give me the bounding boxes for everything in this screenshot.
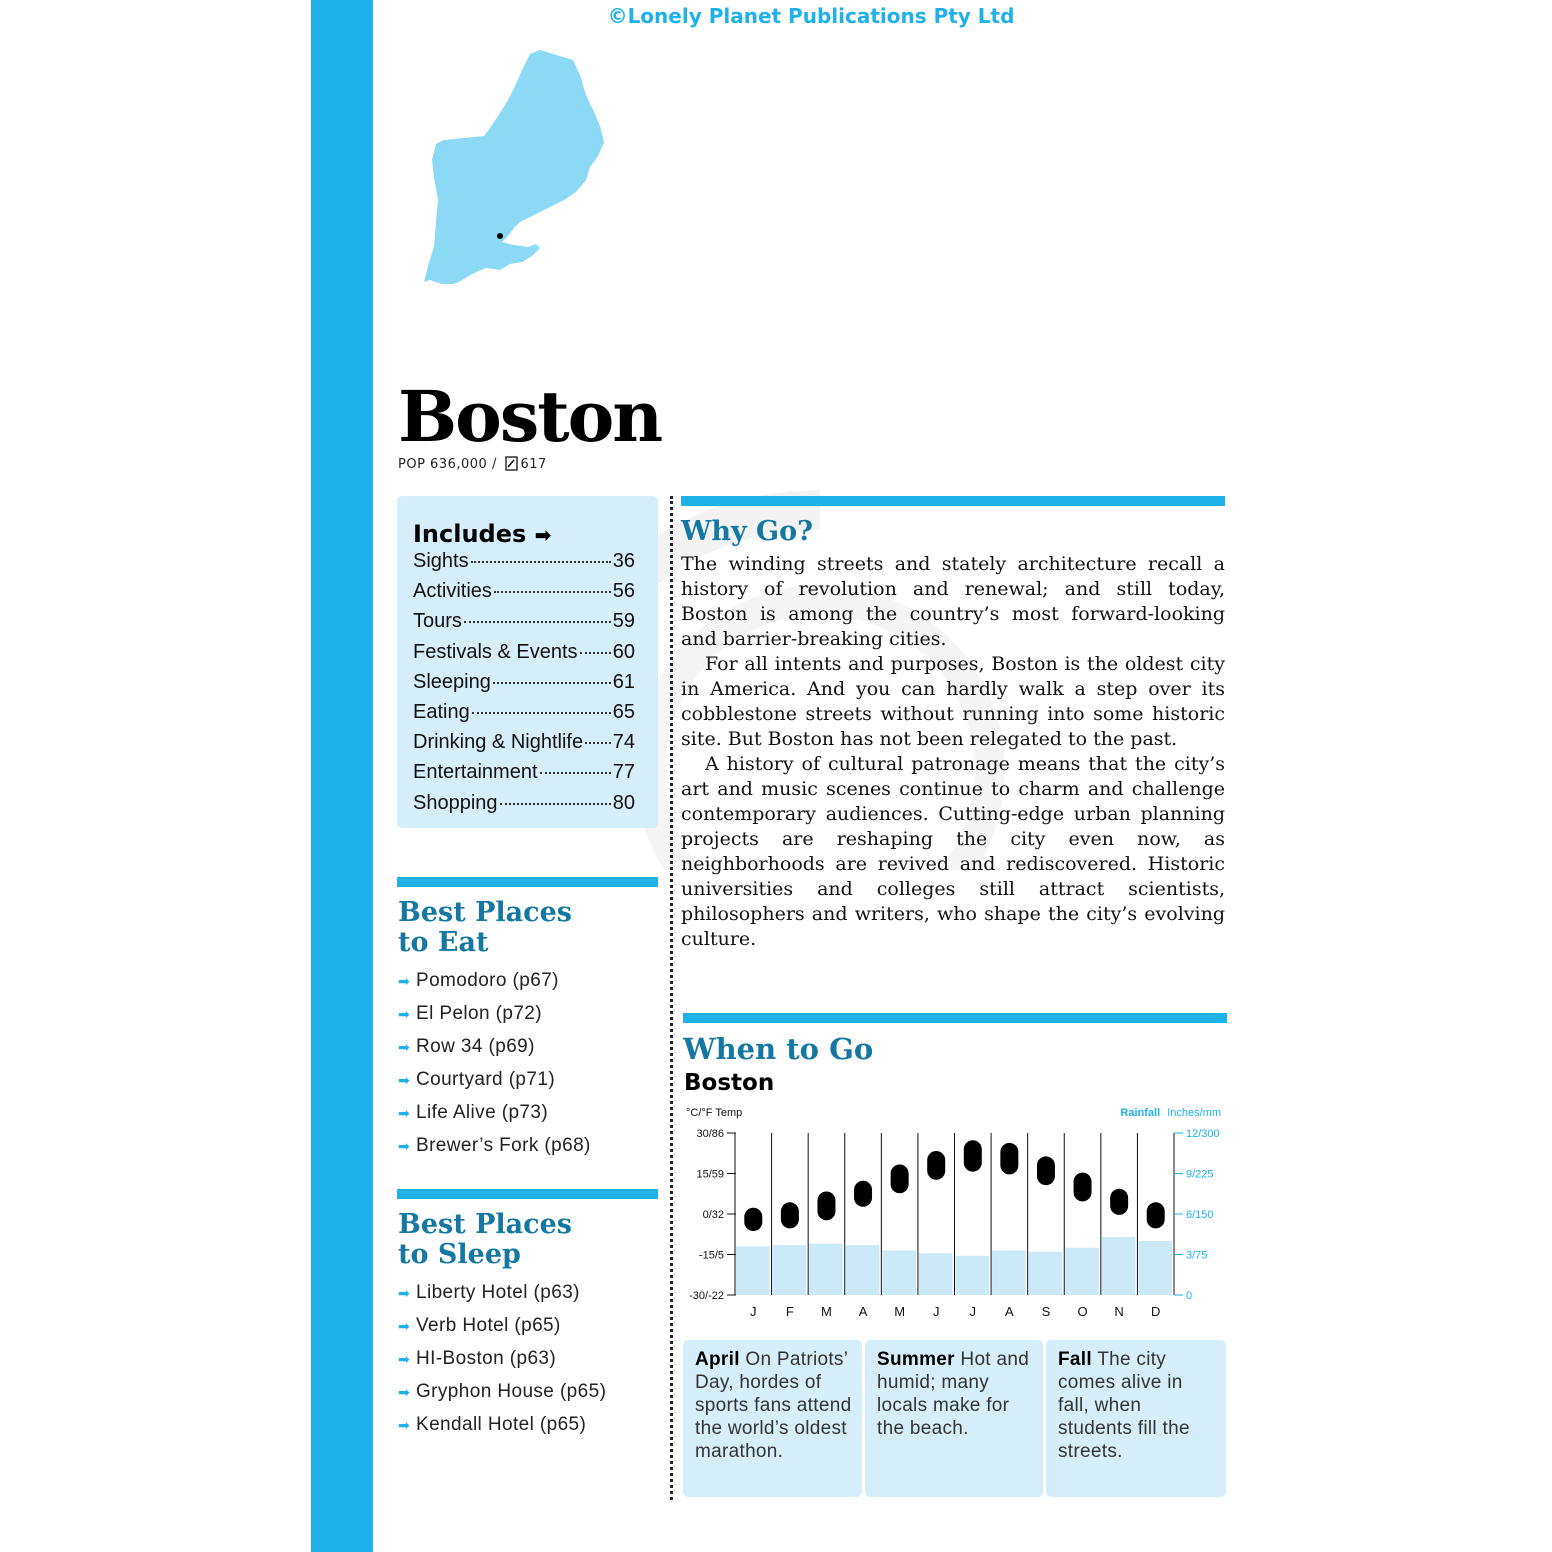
best-eat-heading-line1: Best Places — [398, 897, 572, 928]
arrow-bullet-icon: ➡ — [398, 1384, 411, 1400]
leader-dots — [580, 652, 611, 654]
section-rule — [681, 496, 1225, 506]
includes-item-page: 61 — [612, 670, 635, 693]
season-label: Summer — [877, 1349, 955, 1370]
list-item[interactable] — [398, 970, 591, 1003]
leader-dots — [540, 772, 611, 774]
best-sleep-heading — [398, 1210, 572, 1270]
rainfall-bar — [956, 1256, 990, 1295]
leader-dots — [585, 742, 611, 744]
list-item[interactable] — [398, 1282, 606, 1315]
chart-left-axis-label — [686, 1107, 742, 1119]
best-sleep-heading-line1: Best Places — [398, 1209, 572, 1240]
best-sleep-heading-line2: to Sleep — [398, 1239, 521, 1270]
includes-item[interactable] — [413, 671, 635, 701]
list-item[interactable] — [398, 1315, 606, 1348]
arrow-bullet-icon: ➡ — [398, 1285, 411, 1301]
includes-item-label: Festivals & Events — [413, 640, 578, 663]
leader-dots — [500, 803, 611, 805]
season-text: On Patriots’ Day, hordes of sports fans attend the world’s oldest marathon. — [695, 1349, 852, 1462]
includes-item[interactable] — [413, 610, 635, 640]
list-item-text: Kendall Hotel (p65) — [416, 1414, 587, 1435]
section-rule — [397, 1189, 658, 1199]
includes-item-label: Activities — [413, 580, 492, 603]
temperature-range-mark — [817, 1192, 835, 1221]
month-label: A — [858, 1304, 868, 1319]
phone-icon — [505, 456, 518, 471]
best-eat-heading-line2: to Eat — [398, 927, 489, 958]
paragraph: The winding streets and stately architecture recall a history of revolution and renewal; and still today, Boston is among the country’s most forward-looking and barrier-breaking cities. — [681, 553, 1225, 650]
includes-item-label: Entertainment — [413, 761, 538, 784]
includes-item-page: 65 — [612, 700, 635, 723]
arrow-bullet-icon: ➡ — [398, 1072, 411, 1088]
month-label: N — [1114, 1304, 1124, 1319]
list-item-text: Verb Hotel (p65) — [416, 1315, 561, 1336]
temperature-range-mark — [964, 1140, 982, 1172]
list-item-text: El Pelon (p72) — [416, 1003, 543, 1024]
includes-item[interactable] — [413, 641, 635, 671]
list-item[interactable] — [398, 1069, 591, 1102]
right-tick-label: 12/300 — [1186, 1128, 1220, 1140]
arrow-bullet-icon: ➡ — [398, 1417, 411, 1433]
month-label: M — [821, 1304, 832, 1319]
list-item[interactable] — [398, 1414, 606, 1447]
left-tick-label: -30/-22 — [689, 1290, 724, 1302]
arrow-right-icon: ➡ — [534, 523, 552, 547]
rainfall-bar — [1138, 1241, 1172, 1295]
why-go-body — [681, 552, 1225, 952]
includes-item[interactable] — [413, 580, 635, 610]
best-sleep-list — [398, 1282, 606, 1447]
rainfall-bar — [846, 1245, 880, 1295]
chart-right-axis-label-bold: Rainfall — [1120, 1107, 1161, 1119]
season-card-summer — [865, 1340, 1043, 1497]
list-item-text: Liberty Hotel (p63) — [416, 1282, 580, 1303]
includes-list — [413, 550, 635, 822]
month-label: O — [1077, 1304, 1088, 1319]
list-item[interactable] — [398, 1135, 591, 1168]
section-rule — [683, 1013, 1227, 1023]
list-item-text: Brewer’s Fork (p68) — [416, 1135, 591, 1156]
paragraph: A history of cultural patronage means that the city’s art and music scenes continue to charm and challenge contemporary audiences. Cutting-edge urban planning projects are reshaping the city even now, as neighborhoods are revived and rediscovered. Historic universities and colleges still attract scientists, philosophers and writers, who shape the city’s evolving culture. — [681, 753, 1225, 950]
temperature-range-mark — [927, 1151, 945, 1180]
temperature-range-mark — [781, 1202, 799, 1228]
left-tick-label: -15/5 — [698, 1249, 724, 1262]
page-title: Boston — [398, 375, 662, 458]
includes-item-label: Tours — [413, 610, 462, 633]
right-tick-label: 9/225 — [1186, 1168, 1214, 1181]
best-eat-heading — [398, 898, 572, 958]
best-eat-list — [398, 970, 591, 1168]
temperature-range-mark — [1074, 1173, 1092, 1202]
side-color-bar — [311, 0, 373, 1552]
chart-right-axis-label — [1120, 1107, 1221, 1119]
arrow-bullet-icon: ➡ — [398, 1351, 411, 1367]
includes-item-page: 56 — [612, 580, 635, 603]
when-to-go-heading: When to Go — [683, 1032, 874, 1066]
right-tick-label: 6/150 — [1186, 1209, 1214, 1221]
arrow-bullet-icon: ➡ — [398, 1318, 411, 1334]
right-tick-label: 3/75 — [1186, 1249, 1208, 1262]
temperature-range-mark — [1037, 1156, 1055, 1185]
leader-dots — [471, 561, 611, 563]
season-card-april — [683, 1340, 862, 1497]
month-label: M — [894, 1304, 906, 1319]
paragraph: For all intents and purposes, Boston is the oldest city in America. And you can hardly walk a step over its cobblestone streets without running into some historic site. But Boston has not been relegated to the past. — [681, 653, 1225, 750]
list-item-text: Courtyard (p71) — [416, 1069, 556, 1090]
temperature-range-mark — [1147, 1202, 1165, 1228]
population-text: POP 636,000 — [398, 457, 488, 472]
includes-item[interactable] — [413, 731, 635, 761]
arrow-bullet-icon: ➡ — [398, 1138, 411, 1154]
chart-city-label: Boston — [684, 1070, 775, 1096]
list-item-text: Life Alive (p73) — [416, 1102, 549, 1123]
list-item[interactable] — [398, 1003, 591, 1036]
boston-marker — [497, 233, 503, 239]
includes-item-page: 59 — [612, 610, 635, 633]
includes-item[interactable] — [413, 701, 635, 731]
copyright-notice: ©Lonely Planet Publications Pty Ltd — [607, 4, 1015, 28]
climate-chart — [680, 1100, 1230, 1325]
includes-item-label: Sights — [413, 550, 469, 572]
month-label: F — [785, 1304, 794, 1319]
list-item[interactable] — [398, 1036, 591, 1069]
column-divider — [670, 496, 673, 1500]
section-rule — [397, 877, 658, 887]
includes-item-label: Shopping — [413, 791, 498, 814]
includes-heading-text: Includes — [413, 520, 527, 548]
includes-item[interactable] — [413, 761, 635, 791]
list-item-text: HI-Boston (p63) — [416, 1348, 557, 1369]
month-label: J — [969, 1304, 977, 1319]
includes-item-page: 74 — [612, 731, 635, 754]
leader-dots — [493, 682, 611, 684]
rainfall-bar — [882, 1250, 916, 1295]
right-tick-label: 0 — [1186, 1290, 1193, 1302]
includes-item-page: 77 — [612, 761, 635, 784]
area-code: 617 — [520, 457, 547, 472]
temperature-range-mark — [1000, 1143, 1018, 1175]
season-text: Hot and humid; many locals make for the beach. — [877, 1349, 1030, 1439]
rainfall-bar — [919, 1253, 953, 1295]
list-item-text: Pomodoro (p67) — [416, 970, 559, 991]
temperature-range-mark — [744, 1208, 762, 1231]
arrow-bullet-icon: ➡ — [398, 1105, 411, 1121]
includes-item-page: 36 — [612, 550, 635, 572]
list-item-text: Gryphon House (p65) — [416, 1381, 607, 1402]
why-go-heading: Why Go? — [681, 516, 813, 547]
temperature-range-mark — [1110, 1189, 1128, 1215]
arrow-bullet-icon: ➡ — [398, 1039, 411, 1055]
includes-item-page: 80 — [612, 791, 635, 814]
rainfall-bar — [809, 1244, 843, 1295]
includes-item[interactable] — [413, 792, 635, 822]
arrow-bullet-icon: ➡ — [398, 973, 411, 989]
month-label: D — [1151, 1304, 1161, 1319]
month-label: J — [932, 1304, 940, 1319]
includes-item[interactable] — [413, 550, 635, 580]
season-label: April — [695, 1349, 740, 1370]
left-tick-label: 0/32 — [702, 1209, 724, 1221]
rainfall-bar — [1029, 1252, 1063, 1295]
includes-item-label: Eating — [413, 700, 470, 723]
leader-dots — [472, 712, 611, 714]
rainfall-bar — [1065, 1248, 1099, 1295]
leader-dots — [464, 621, 611, 623]
includes-item-page: 60 — [612, 640, 635, 663]
includes-item-label: Drinking & Nightlife — [413, 731, 584, 754]
rainfall-bar — [736, 1246, 770, 1295]
includes-item-label: Sleeping — [413, 670, 491, 693]
rainfall-bar — [773, 1245, 807, 1295]
season-text: The city comes alive in fall, when students fill the streets. — [1058, 1349, 1190, 1462]
leader-dots — [494, 591, 611, 593]
population-line — [398, 456, 547, 472]
meta-separator: / — [491, 457, 497, 472]
season-label: Fall — [1058, 1349, 1092, 1370]
arrow-bullet-icon: ➡ — [398, 1006, 411, 1022]
includes-heading — [413, 520, 551, 548]
left-tick-label: 15/59 — [696, 1168, 724, 1181]
list-item-text: Row 34 (p69) — [416, 1036, 535, 1057]
temperature-range-mark — [854, 1181, 872, 1207]
chart-right-axis-label-rest: Inches/mm — [1167, 1107, 1221, 1119]
season-card-fall — [1046, 1340, 1226, 1497]
month-label: S — [1041, 1304, 1051, 1319]
includes-box — [397, 496, 658, 828]
list-item[interactable] — [398, 1381, 606, 1414]
rainfall-bar — [1102, 1237, 1136, 1295]
new-england-locator-map — [418, 50, 608, 290]
rainfall-bar — [992, 1250, 1026, 1295]
chart-left-axis-label-text: °C/°F Temp — [686, 1107, 743, 1119]
temperature-range-mark — [891, 1165, 909, 1194]
month-label: A — [1005, 1304, 1014, 1319]
left-tick-label: 30/86 — [696, 1128, 724, 1140]
list-item[interactable] — [398, 1102, 591, 1135]
month-label: J — [750, 1304, 757, 1319]
list-item[interactable] — [398, 1348, 606, 1381]
